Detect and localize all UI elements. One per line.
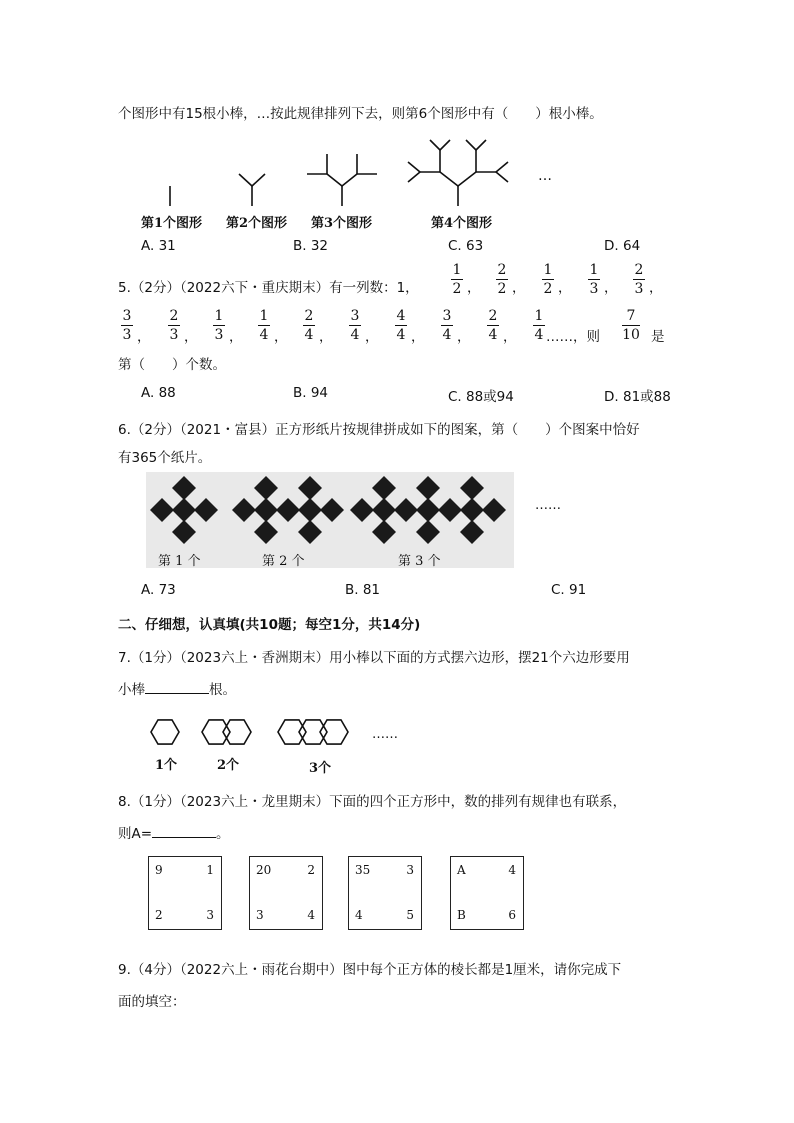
fraction-bar: [441, 325, 453, 326]
fraction-separator: ，: [319, 329, 333, 345]
q5-fraction: [213, 308, 225, 343]
fraction-separator: ，: [274, 329, 288, 345]
diamond-tile: [298, 498, 322, 522]
q6-fig-label: 第 3 个: [398, 554, 441, 569]
q6-line2: 有365个纸片。: [118, 450, 212, 466]
diamond-tile: [172, 476, 196, 500]
diamond-tile: [482, 498, 506, 522]
fraction-bar: [633, 279, 645, 280]
fraction-bar: [533, 325, 545, 326]
square-bottom-left: B: [457, 908, 466, 922]
q6-option-a[interactable]: A. 73: [141, 582, 176, 598]
q4-option-a[interactable]: A. 31: [141, 238, 176, 254]
square-top-right: 1: [206, 863, 214, 877]
fraction-bar: [451, 279, 463, 280]
q6-ellipsis: ……: [535, 498, 561, 513]
q5-intro: 5.（2分）（2022六下・重庆期末）有一列数：1，: [118, 280, 419, 296]
fraction-denominator: 3: [634, 281, 644, 297]
fraction-numerator: 1: [214, 308, 224, 324]
diamond-tile: [298, 520, 322, 544]
fraction-denominator: 3: [122, 327, 132, 343]
q5-fraction: [487, 308, 499, 343]
q5-fraction: [496, 262, 508, 297]
fraction-separator: ，: [137, 329, 151, 345]
fraction-separator: ，: [604, 280, 618, 296]
fraction-denominator: 10: [622, 327, 640, 343]
q8-line2-pre: 则A=: [118, 826, 153, 842]
q7-fig-label: 2个: [217, 758, 240, 773]
q8-line2-post: 。: [216, 826, 230, 842]
fraction-numerator: 1: [543, 262, 553, 278]
diamond-tile: [232, 498, 256, 522]
fraction-separator: ，: [411, 329, 425, 345]
q8-line1: 8.（1分）（2023六上・龙里期末）下面的四个正方形中，数的排列有规律也有联系，: [118, 794, 627, 810]
diamond-tile: [460, 476, 484, 500]
fraction-numerator: 2: [169, 308, 179, 324]
fraction-denominator: 4: [350, 327, 360, 343]
diamond-tile: [254, 476, 278, 500]
q8-square-3: [348, 856, 422, 930]
q8-square-4: [450, 856, 524, 930]
q7-hexagon-figures: [140, 710, 410, 760]
q5-option-c[interactable]: C. 88或94: [448, 389, 514, 405]
square-top-right: 4: [508, 863, 516, 877]
q5-line3: 第（ ）个数。: [118, 357, 226, 373]
q4-fig-label: 第4个图形: [431, 216, 493, 231]
q5-is: 是: [651, 329, 665, 345]
fraction-bar: [303, 325, 315, 326]
q9-line2: 面的填空：: [118, 994, 186, 1010]
q5-fraction: [349, 308, 361, 343]
fraction-numerator: 1: [589, 262, 599, 278]
fraction-denominator: 4: [259, 327, 269, 343]
fraction-numerator: 3: [442, 308, 452, 324]
fraction-bar: [168, 325, 180, 326]
hexagon: [320, 720, 348, 744]
fraction-separator: ，: [503, 329, 517, 345]
diamond-tile: [276, 498, 300, 522]
q4-stick-figures: [120, 128, 560, 214]
fraction-bar: [542, 279, 554, 280]
fraction-denominator: 4: [534, 327, 544, 343]
square-top-left: A: [457, 863, 466, 877]
diamond-tile: [298, 476, 322, 500]
fraction-denominator: 4: [396, 327, 406, 343]
q5-option-d[interactable]: D. 81或88: [604, 389, 671, 405]
fraction-numerator: 3: [122, 308, 132, 324]
q4-option-b[interactable]: B. 32: [293, 238, 329, 254]
fraction-numerator: 1: [534, 308, 544, 324]
q5-target-fraction: [622, 308, 640, 343]
fraction-numerator: 4: [396, 308, 406, 324]
diamond-tile: [372, 498, 396, 522]
square-top-right: 2: [307, 863, 315, 877]
diamond-tile: [150, 498, 174, 522]
fraction-denominator: 4: [442, 327, 452, 343]
q8-square-2: [249, 856, 323, 930]
q5-fraction: [542, 262, 554, 297]
fraction-bar: [496, 279, 508, 280]
square-bottom-right: 3: [206, 908, 214, 922]
q7-line1: 7.（1分）（2023六上・香洲期末）用小棒以下面的方式摆六边形，摆21个六边形要用: [118, 650, 630, 666]
fraction-bar: [487, 325, 499, 326]
fraction-numerator: 2: [304, 308, 314, 324]
diamond-tile: [372, 476, 396, 500]
fraction-denominator: 3: [169, 327, 179, 343]
section-title: 二、仔细想，认真填(共10题；每空1分，共14分): [118, 617, 421, 633]
fraction-bar: [213, 325, 225, 326]
diamond-tile: [416, 498, 440, 522]
fraction-bar: [121, 325, 133, 326]
fraction-separator: ，: [512, 280, 526, 296]
diamond-tile: [372, 520, 396, 544]
hexagon: [202, 720, 230, 744]
fraction-denominator: 2: [543, 281, 553, 297]
q7-line2: [118, 678, 236, 698]
fraction-separator: ，: [467, 280, 481, 296]
fraction-separator: ，: [457, 329, 471, 345]
diamond-tile: [350, 498, 374, 522]
square-top-left: 9: [155, 863, 163, 877]
fraction-denominator: 4: [488, 327, 498, 343]
q5-dots: ……，则: [546, 329, 600, 345]
q4-fig-label: 第2个图形: [226, 216, 288, 231]
q5-fraction: [441, 308, 453, 343]
q8-line2: [118, 822, 230, 842]
diamond-tile: [172, 498, 196, 522]
fraction-bar: [588, 279, 600, 280]
diamond-tile: [194, 498, 218, 522]
q5-fraction: [168, 308, 180, 343]
q6-line1: 6.（2分）（2021・富县）正方形纸片按规律拼成如下的图案，第（ ）个图案中恰好: [118, 422, 640, 438]
hexagon: [223, 720, 251, 744]
q5-fraction: [395, 308, 407, 343]
q6-fig-label: 第 2 个: [262, 554, 305, 569]
q7-fig-label: 3个: [309, 761, 332, 776]
square-top-right: 3: [406, 863, 414, 877]
diamond-tile: [254, 520, 278, 544]
fraction-numerator: 1: [452, 262, 462, 278]
q5-fraction: [533, 308, 545, 343]
diamond-tile: [460, 520, 484, 544]
q7-answer-blank[interactable]: [145, 679, 209, 694]
q5-fraction: [633, 262, 645, 297]
fraction-numerator: 2: [488, 308, 498, 324]
fraction-numerator: 7: [626, 308, 636, 324]
fraction-separator: ，: [649, 280, 663, 296]
square-bottom-right: 5: [406, 908, 414, 922]
q5-fraction: [303, 308, 315, 343]
q7-line2-pre: 小棒: [118, 682, 145, 698]
q5-fraction: [588, 262, 600, 297]
hexagon: [278, 720, 306, 744]
fraction-separator: ，: [229, 329, 243, 345]
q5-option-a[interactable]: A. 88: [141, 385, 176, 401]
fraction-denominator: 3: [589, 281, 599, 297]
q7-figure-ellipsis: ……: [372, 727, 398, 742]
diamond-tile: [254, 498, 278, 522]
fraction-numerator: 2: [634, 262, 644, 278]
q7-line2-post: 根。: [209, 682, 236, 698]
q8-square-1: [148, 856, 222, 930]
fraction-bar: [349, 325, 361, 326]
fraction-separator: ，: [558, 280, 572, 296]
fraction-bar: [622, 325, 640, 326]
diamond-tile: [416, 476, 440, 500]
q5-fraction: [258, 308, 270, 343]
q4-figure-ellipsis: …: [538, 168, 552, 184]
hexagon: [151, 720, 179, 744]
diamond-tile: [172, 520, 196, 544]
fraction-separator: ，: [184, 329, 198, 345]
square-bottom-left: 2: [155, 908, 163, 922]
hexagon: [299, 720, 327, 744]
q5-fraction: [121, 308, 133, 343]
fraction-denominator: 2: [497, 281, 507, 297]
q6-option-c[interactable]: C. 91: [551, 582, 587, 598]
diamond-tile: [416, 520, 440, 544]
fraction-bar: [258, 325, 270, 326]
square-top-left: 20: [256, 863, 272, 877]
q6-diamond-patterns: [146, 472, 576, 568]
q9-line1: 9.（4分）（2022六上・雨花台期中）图中每个正方体的棱长都是1厘米，请你完成下: [118, 962, 622, 978]
diamond-tile: [460, 498, 484, 522]
fraction-denominator: 3: [214, 327, 224, 343]
diamond-tile: [394, 498, 418, 522]
square-bottom-left: 3: [256, 908, 264, 922]
square-bottom-left: 4: [355, 908, 363, 922]
q4-fig-label: 第1个图形: [141, 216, 203, 231]
q6-fig-label: 第 1 个: [158, 554, 201, 569]
square-top-left: 35: [355, 863, 371, 877]
q4-option-c[interactable]: C. 63: [448, 238, 484, 254]
q5-option-b[interactable]: B. 94: [293, 385, 329, 401]
q7-fig-label: 1个: [155, 758, 178, 773]
fraction-bar: [395, 325, 407, 326]
q6-option-b[interactable]: B. 81: [345, 582, 381, 598]
fraction-numerator: 3: [350, 308, 360, 324]
diamond-tile: [320, 498, 344, 522]
diamond-tile: [438, 498, 462, 522]
fraction-numerator: 1: [259, 308, 269, 324]
q4-option-d[interactable]: D. 64: [604, 238, 641, 254]
square-bottom-right: 6: [508, 908, 516, 922]
q8-answer-blank[interactable]: [152, 823, 216, 838]
q5-fraction: [451, 262, 463, 297]
q4-text: 个图形中有15根小棒，…按此规律排列下去，则第6个图形中有（ ）根小棒。: [118, 106, 603, 122]
fraction-numerator: 2: [497, 262, 507, 278]
fraction-separator: ，: [365, 329, 379, 345]
fraction-denominator: 4: [304, 327, 314, 343]
q4-fig-label: 第3个图形: [311, 216, 373, 231]
fraction-denominator: 2: [452, 281, 462, 297]
square-bottom-right: 4: [307, 908, 315, 922]
